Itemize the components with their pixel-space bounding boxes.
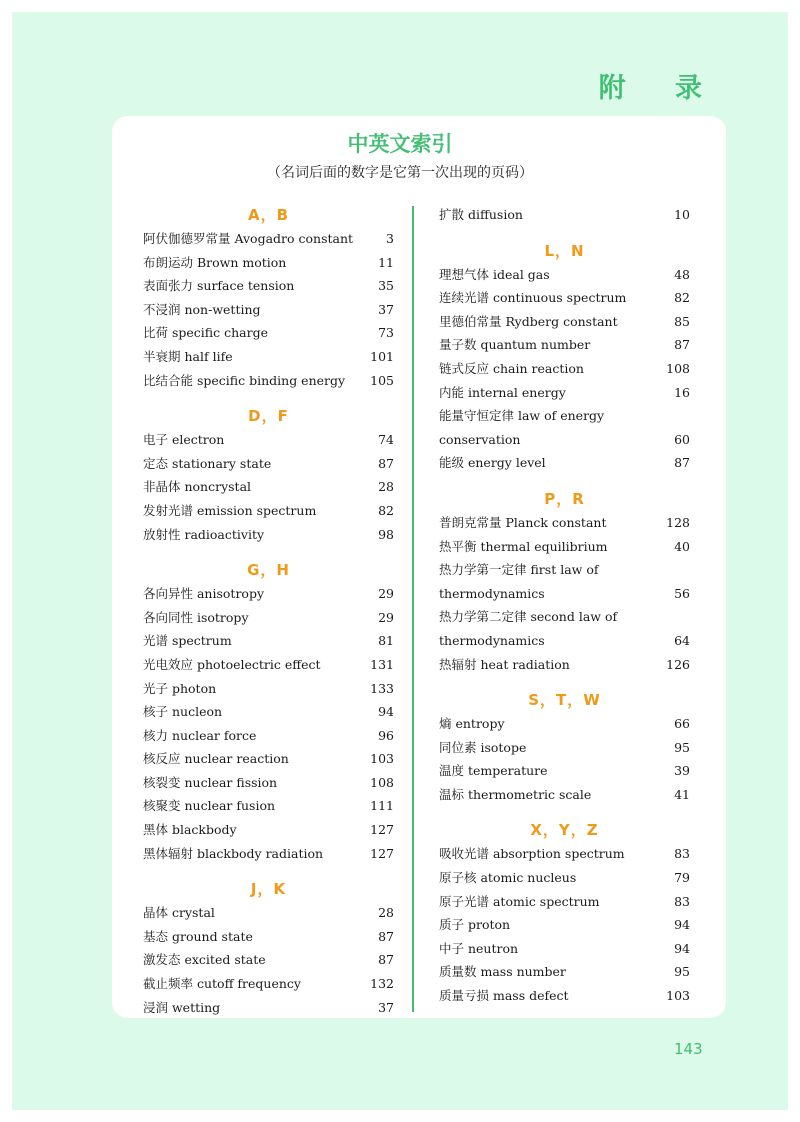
entry-term: 扩散 diffusion — [439, 207, 523, 222]
entry-page-number: 73 — [378, 325, 394, 341]
index-entry — [439, 890, 690, 914]
index-entry — [439, 653, 690, 677]
entry-page-number: 82 — [674, 290, 690, 306]
entry-page-number: 41 — [674, 786, 690, 802]
section-gap — [439, 475, 690, 487]
index-entry — [439, 203, 690, 227]
entry-page-number: 87 — [378, 455, 394, 471]
entry-page-number: 83 — [674, 893, 690, 909]
entry-page-number: 87 — [378, 952, 394, 968]
entry-term: 原子核 atomic nucleus — [439, 870, 577, 886]
section-heading: P，R — [544, 489, 585, 508]
appendix-label: 附 录 — [598, 73, 722, 104]
entry-term: 能量守恒定律 law of energy — [439, 408, 605, 424]
section-heading: X，Y，Z — [530, 821, 599, 840]
entry-page-number: 10 — [674, 207, 690, 222]
entry-page-number: 128 — [666, 514, 690, 530]
index-entry — [439, 451, 690, 475]
entry-page-number: 108 — [370, 774, 394, 790]
entry-page-number: 85 — [674, 313, 690, 329]
entry-term: 理想气体 ideal gas — [439, 266, 550, 282]
index-entry — [439, 428, 690, 452]
entry-term: 连续光谱 continuous spectrum — [439, 290, 627, 306]
entry-term: 光电效应 photoelectric effect — [143, 656, 321, 672]
entry-term: 黑体 blackbody — [143, 822, 237, 838]
entry-term: 光谱 spectrum — [143, 633, 232, 649]
index-entry — [143, 677, 394, 701]
entry-page-number: 103 — [370, 751, 394, 767]
entry-term: 量子数 quantum number — [439, 337, 591, 353]
entry-term: 热平衡 thermal equilibrium — [439, 538, 608, 554]
index-entry — [439, 263, 690, 287]
section-gap — [143, 392, 394, 404]
entry-term: 各向同性 isotropy — [143, 609, 249, 625]
entry-term: 热力学第二定律 second law of — [439, 609, 618, 625]
entry-term: 阿伏伽德罗常量 Avogadro constant — [143, 231, 354, 246]
entry-term: 核力 nuclear force — [143, 727, 257, 743]
entry-term: 半衰期 half life — [143, 348, 233, 364]
entry-page-number: 66 — [674, 716, 690, 732]
index-entry — [143, 629, 394, 653]
entry-term: 里德伯常量 Rydberg constant — [439, 313, 618, 329]
index-entry — [439, 310, 690, 334]
right-index-column — [439, 203, 690, 1008]
entry-page-number: 40 — [674, 538, 690, 554]
index-entry — [143, 606, 394, 630]
entry-term: 普朗克常量 Planck constant — [439, 514, 607, 530]
entry-page-number: 127 — [370, 845, 394, 861]
index-entry — [439, 286, 690, 310]
entry-term: 定态 stationary state — [143, 455, 272, 471]
index-entry — [439, 759, 690, 783]
index-entry — [143, 901, 394, 925]
index-entry — [439, 333, 690, 357]
index-entry — [439, 842, 690, 866]
index-entry — [143, 842, 394, 866]
entry-term: 质量亏损 mass defect — [439, 988, 569, 1004]
index-entry — [439, 582, 690, 606]
entry-term: 核子 nucleon — [143, 704, 223, 720]
index-entry — [143, 724, 394, 748]
index-entry — [439, 381, 690, 405]
index-entry — [143, 771, 394, 795]
index-entry — [143, 582, 394, 606]
entry-term: 布朗运动 Brown motion — [143, 254, 287, 270]
entry-term: 同位素 isotope — [439, 739, 527, 755]
entry-page-number: 132 — [370, 976, 394, 992]
entry-page-number: 94 — [674, 917, 690, 933]
section-gap — [439, 227, 690, 239]
entry-term: conservation — [439, 431, 521, 447]
index-entry — [439, 712, 690, 736]
index-entry — [143, 251, 394, 275]
index-entry — [439, 605, 690, 629]
index-entry — [143, 227, 394, 251]
entry-term: 熵 entropy — [439, 716, 505, 732]
entry-term: 质量数 mass number — [439, 964, 566, 980]
entry-page-number: 29 — [378, 609, 394, 625]
entry-page-number: 101 — [370, 348, 394, 364]
entry-term: 链式反应 chain reaction — [439, 360, 584, 376]
entry-term: 晶体 crystal — [143, 905, 215, 921]
index-entry — [143, 274, 394, 298]
index-entry — [143, 369, 394, 393]
index-entry — [143, 818, 394, 842]
entry-term: 比结合能 specific binding energy — [143, 372, 346, 388]
index-title: 中英文索引 — [347, 132, 453, 156]
left-index-column — [143, 203, 394, 1019]
entry-term: 基态 ground state — [143, 928, 253, 944]
index-subtitle: （名词后面的数字是它第一次出现的页码） — [267, 165, 533, 181]
entry-page-number: 127 — [370, 822, 394, 838]
index-entry — [143, 925, 394, 949]
entry-page-number: 11 — [378, 254, 394, 270]
entry-page-number: 29 — [378, 586, 394, 602]
index-entry — [143, 499, 394, 523]
entry-page-number: 28 — [378, 479, 394, 495]
section-heading: J，K — [250, 880, 287, 899]
entry-term: 放射性 radioactivity — [143, 526, 265, 542]
index-entry — [439, 913, 690, 937]
index-entry — [143, 298, 394, 322]
entry-page-number: 74 — [378, 432, 394, 448]
entry-page-number: 83 — [674, 846, 690, 862]
section-heading: S，T，W — [528, 691, 601, 710]
entry-term: 内能 internal energy — [439, 384, 566, 400]
section-heading: L，N — [544, 241, 585, 260]
entry-term: 各向异性 anisotropy — [143, 586, 265, 602]
entry-term: 电子 electron — [143, 432, 225, 448]
entry-term: 不浸润 non-wetting — [143, 301, 261, 317]
entry-page-number: 95 — [674, 739, 690, 755]
entry-term: 能级 energy level — [439, 455, 546, 471]
entry-page-number: 94 — [674, 940, 690, 956]
entry-term: 比荷 specific charge — [143, 325, 268, 341]
entry-term: 光子 photon — [143, 680, 217, 696]
entry-page-number: 131 — [370, 656, 394, 672]
entry-page-number: 37 — [378, 999, 394, 1015]
index-entry — [143, 653, 394, 677]
index-entry — [439, 535, 690, 559]
section-gap — [439, 676, 690, 688]
entry-term: 质子 proton — [439, 917, 511, 933]
index-entry — [143, 794, 394, 818]
entry-page-number: 103 — [666, 988, 690, 1004]
entry-term: 表面张力 surface tension — [143, 278, 295, 294]
entry-page-number: 82 — [378, 502, 394, 518]
entry-term: 非晶体 noncrystal — [143, 479, 252, 495]
entry-term: 核反应 nuclear reaction — [143, 751, 289, 767]
entry-term: 截止频率 cutoff frequency — [143, 976, 301, 992]
column-divider — [412, 206, 414, 1012]
entry-page-number: 133 — [370, 680, 394, 696]
section-heading: G，H — [247, 561, 290, 580]
index-entry — [143, 345, 394, 369]
entry-term: 浸润 wetting — [143, 999, 221, 1015]
section-gap — [143, 865, 394, 877]
entry-term: 吸收光谱 absorption spectrum — [439, 846, 625, 862]
entry-term: 热辐射 heat radiation — [439, 656, 570, 672]
section-heading: A，B — [247, 206, 290, 224]
entry-page-number: 96 — [378, 727, 394, 743]
index-entry — [143, 948, 394, 972]
entry-term: thermodynamics — [439, 585, 545, 601]
index-entry — [143, 523, 394, 547]
index-entry — [143, 428, 394, 452]
entry-page-number: 126 — [666, 656, 690, 672]
index-entry — [439, 404, 690, 428]
entry-term: 热力学第一定律 first law of — [439, 562, 599, 578]
entry-term: 核裂变 nuclear fission — [143, 774, 278, 790]
index-entry — [143, 996, 394, 1020]
entry-term: 核聚变 nuclear fusion — [143, 798, 276, 814]
section-heading: D，F — [248, 407, 289, 426]
index-entry — [439, 736, 690, 760]
index-entry — [439, 937, 690, 961]
index-entry — [143, 700, 394, 724]
entry-page-number: 3 — [386, 231, 394, 246]
entry-page-number: 79 — [674, 870, 690, 886]
index-entry — [439, 984, 690, 1008]
entry-page-number: 64 — [674, 632, 690, 648]
entry-page-number: 16 — [674, 384, 690, 400]
index-entry — [439, 357, 690, 381]
entry-term: 黑体辐射 blackbody radiation — [143, 845, 324, 861]
entry-term: 温度 temperature — [439, 763, 548, 779]
index-entry — [439, 783, 690, 807]
entry-page-number: 39 — [674, 763, 690, 779]
entry-term: 中子 neutron — [439, 940, 519, 956]
index-entry — [143, 321, 394, 345]
index-entry — [439, 866, 690, 890]
entry-term: 发射光谱 emission spectrum — [143, 502, 317, 518]
index-entry — [439, 629, 690, 653]
entry-page-number: 56 — [674, 585, 690, 601]
index-entry — [143, 747, 394, 771]
entry-term: thermodynamics — [439, 632, 545, 648]
entry-page-number: 87 — [674, 455, 690, 471]
page-number: 143 — [674, 1040, 703, 1058]
entry-page-number: 105 — [370, 372, 394, 388]
entry-page-number: 48 — [674, 266, 690, 282]
index-entry — [439, 960, 690, 984]
entry-page-number: 108 — [666, 360, 690, 376]
entry-page-number: 28 — [378, 905, 394, 921]
entry-page-number: 111 — [370, 798, 394, 814]
entry-page-number: 35 — [378, 278, 394, 294]
entry-term: 温标 thermometric scale — [439, 786, 592, 802]
index-entry — [439, 511, 690, 535]
entry-page-number: 87 — [674, 337, 690, 353]
entry-page-number: 94 — [378, 704, 394, 720]
index-entry — [439, 558, 690, 582]
section-gap — [439, 806, 690, 818]
entry-page-number: 98 — [378, 526, 394, 542]
entry-page-number: 95 — [674, 964, 690, 980]
index-entry — [143, 972, 394, 996]
index-entry — [143, 475, 394, 499]
entry-page-number: 60 — [674, 431, 690, 447]
entry-page-number: 81 — [378, 633, 394, 649]
entry-term: 激发态 excited state — [143, 952, 266, 968]
section-gap — [143, 546, 394, 558]
entry-term: 原子光谱 atomic spectrum — [439, 893, 600, 909]
entry-page-number: 37 — [378, 301, 394, 317]
index-entry — [143, 452, 394, 476]
entry-page-number: 87 — [378, 928, 394, 944]
